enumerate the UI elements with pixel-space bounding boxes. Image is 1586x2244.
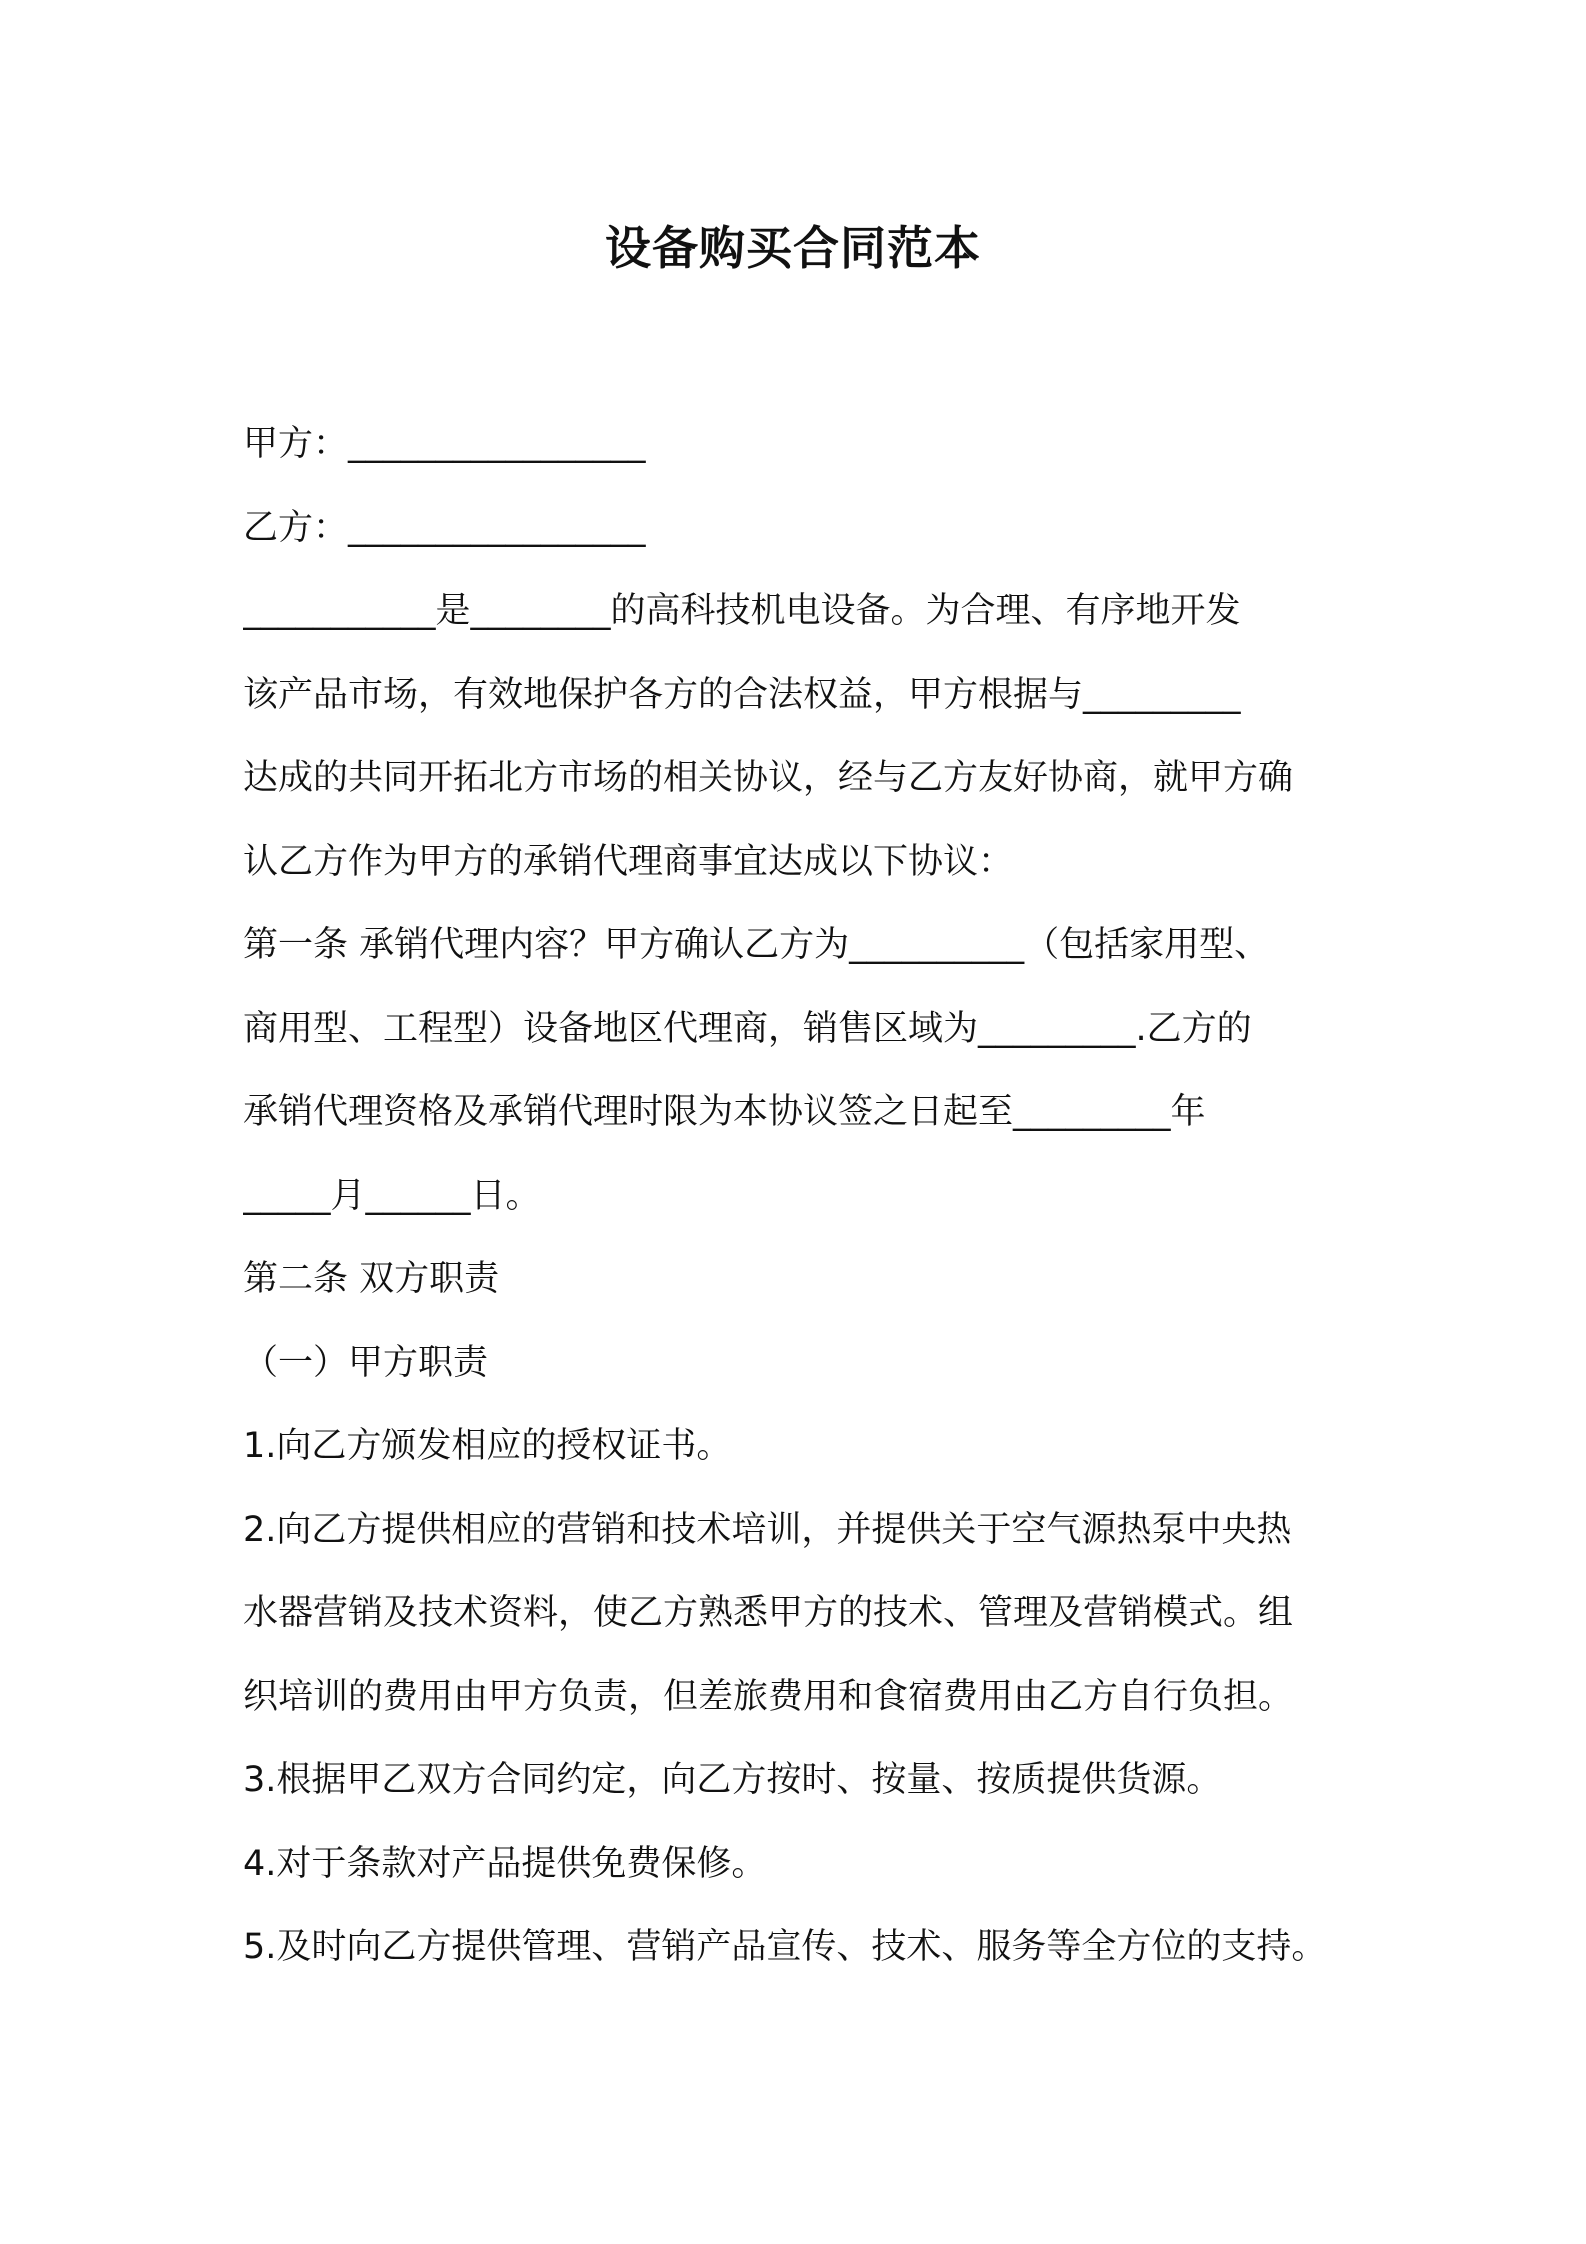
preamble-line-2: 该产品市场，有效地保护各方的合法权益，甲方根据与_________ xyxy=(243,674,1241,715)
duty-item-4: 4.对于条款对产品提供免费保修。 xyxy=(243,1843,767,1884)
duty-item-2-line-1: 2.向乙方提供相应的营销和技术培训，并提供关于空气源热泵中央热 xyxy=(243,1509,1292,1550)
duty-item-1: 1.向乙方颁发相应的授权证书。 xyxy=(243,1426,732,1466)
article-2-heading: 第二条 双方职责 xyxy=(243,1259,500,1299)
article-1-line-4: _____月______日。 xyxy=(243,1175,541,1216)
preamble-line-3: 达成的共同开拓北方市场的相关协议，经与乙方友好协商，就甲方确 xyxy=(243,758,1294,798)
party-a-duties-heading: （一）甲方职责 xyxy=(243,1342,489,1383)
article-1-line-2: 商用型、工程型）设备地区代理商，销售区域为_________.乙方的 xyxy=(243,1008,1252,1049)
party-a-line: 甲方：_________________ xyxy=(243,424,646,464)
article-1-line-3: 承销代理资格及承销代理时限为本协议签之日起至_________年 xyxy=(243,1092,1206,1132)
document-body xyxy=(243,403,1363,1990)
duty-item-5: 5.及时向乙方提供管理、营销产品宣传、技术、服务等全方位的支持。 xyxy=(243,1927,1327,1967)
preamble-line-4: 认乙方作为甲方的承销代理商事宜达成以下协议： xyxy=(243,841,1014,882)
document-title: 设备购买合同范本 xyxy=(605,221,981,275)
preamble-line-1: ___________是________的高科技机电设备。为合理、有序地开发 xyxy=(243,591,1241,631)
duty-item-2-line-2: 水器营销及技术资料，使乙方熟悉甲方的技术、管理及营销模式。组 xyxy=(243,1593,1294,1633)
duty-item-2-line-3: 织培训的费用由甲方负责，但差旅费用和食宿费用由乙方自行负担。 xyxy=(243,1676,1294,1717)
duty-item-3: 3.根据甲乙双方合同约定，向乙方按时、按量、按质提供货源。 xyxy=(243,1760,1222,1800)
article-1-line-1: 第一条 承销代理内容？甲方确认乙方为__________（包括家用型、 xyxy=(243,925,1270,965)
party-b-line: 乙方：_________________ xyxy=(243,507,646,548)
